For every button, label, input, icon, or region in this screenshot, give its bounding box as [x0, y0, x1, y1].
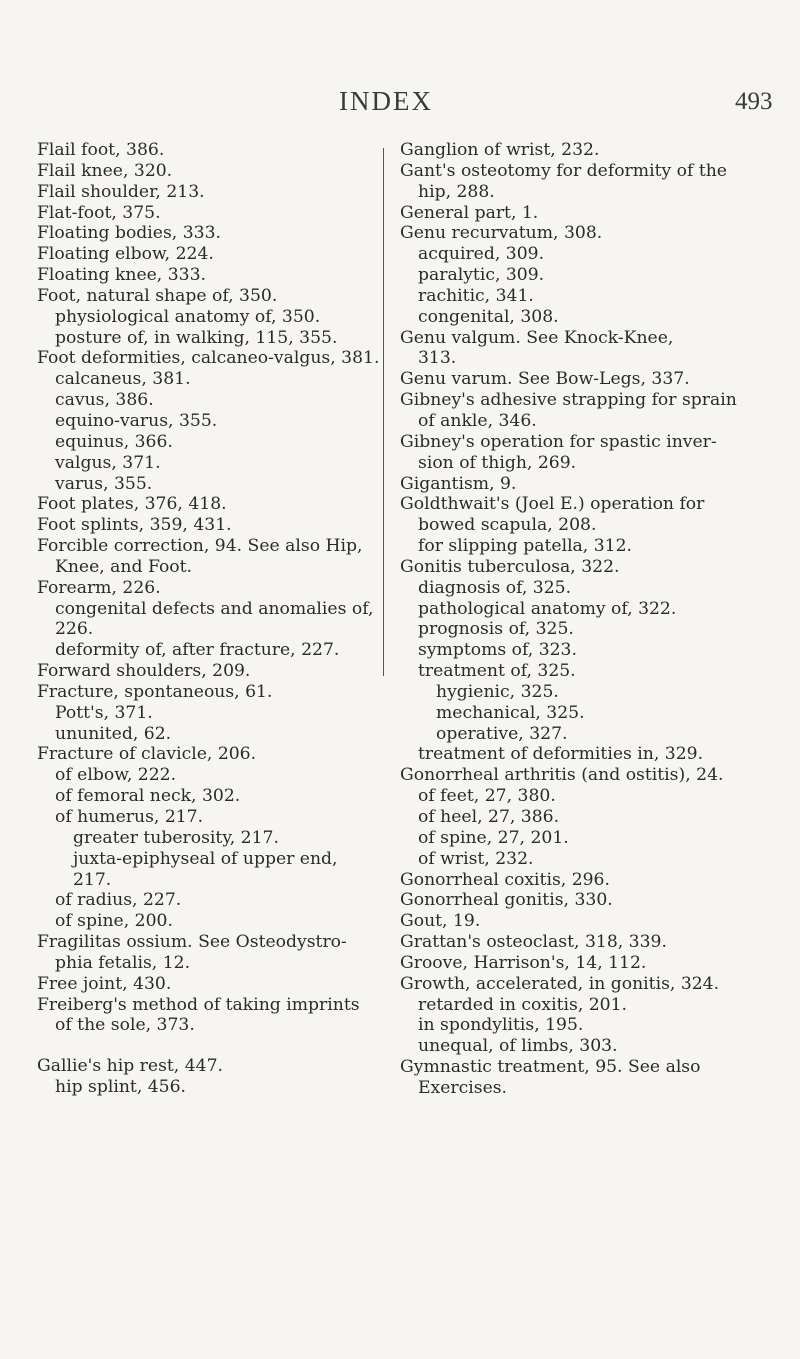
- index-subentry: physiological anatomy of, 350.: [55, 306, 321, 327]
- index-entry: Gibney's adhesive strapping for sprain: [400, 390, 737, 411]
- index-entry: Floating bodies, 333.: [37, 223, 221, 244]
- index-subentry: ununited, 62.: [55, 723, 172, 744]
- index-subentry: equino-varus, 355.: [55, 410, 218, 431]
- index-entry-continuation: of ankle, 346.: [418, 410, 537, 431]
- index-entry-continuation: Exercises.: [418, 1077, 508, 1098]
- index-entry: Foot splints, 359, 431.: [37, 515, 232, 536]
- index-entry: Flat-foot, 375.: [37, 202, 161, 223]
- index-entry: Goldthwait's (Joel E.) operation for: [400, 494, 705, 515]
- index-entry-continuation: of the sole, 373.: [55, 1015, 195, 1036]
- index-entry: Freiberg's method of taking imprints: [37, 994, 360, 1015]
- index-subentry: deformity of, after fracture, 227.: [55, 640, 340, 661]
- index-subentry: operative, 327.: [436, 723, 568, 744]
- index-entry: Foot, natural shape of, 350.: [37, 285, 278, 306]
- index-entry: Gout, 19.: [400, 911, 481, 932]
- index-subentry: retarded in coxitis, 201.: [418, 994, 628, 1015]
- index-subentry: treatment of, 325.: [418, 661, 576, 682]
- index-entry: Fragilitas ossium. See Osteodystro-: [37, 932, 347, 953]
- index-subentry: of spine, 27, 201.: [418, 827, 569, 848]
- index-subentry: treatment of deformities in, 329.: [418, 744, 704, 765]
- index-entry: Gallie's hip rest, 447.: [37, 1056, 223, 1077]
- index-entry-continuation: 226.: [55, 619, 94, 640]
- index-entry-continuation: sion of thigh, 269.: [418, 452, 577, 473]
- index-entry-continuation: phia fetalis, 12.: [55, 952, 191, 973]
- index-entry: Fracture of clavicle, 206.: [37, 744, 257, 765]
- index-entry: Flail foot, 386.: [37, 140, 165, 160]
- index-subentry: symptoms of, 323.: [418, 640, 577, 661]
- index-subentry: acquired, 309.: [418, 244, 545, 265]
- index-subentry: of radius, 227.: [55, 890, 182, 911]
- index-subentry: calcaneus, 381.: [55, 369, 191, 390]
- index-entry: Growth, accelerated, in gonitis, 324.: [400, 973, 720, 994]
- index-subentry: juxta-epiphyseal of upper end,: [73, 848, 338, 869]
- index-subentry: of humerus, 217.: [55, 807, 204, 827]
- index-subentry: paralytic, 309.: [418, 265, 545, 286]
- index-subentry: congenital defects and anomalies of,: [55, 598, 374, 619]
- index-entry: Gibney's operation for spastic inver-: [400, 431, 717, 452]
- index-subentry: of heel, 27, 386.: [418, 807, 560, 827]
- index-entry: Genu recurvatum, 308.: [400, 223, 603, 244]
- index-subentry: mechanical, 325.: [436, 702, 585, 723]
- index-entry: Gonorrheal arthritis (and ostitis), 24.: [400, 765, 724, 786]
- index-subentry: prognosis of, 325.: [418, 619, 574, 640]
- index-subentry: 217.: [73, 869, 112, 890]
- index-entry: Floating knee, 333.: [37, 265, 206, 286]
- index-entry: Fracture, spontaneous, 61.: [37, 681, 273, 702]
- index-entry: General part, 1.: [400, 202, 539, 223]
- index-subentry: varus, 355.: [55, 473, 153, 494]
- index-subentry: cavus, 386.: [55, 390, 154, 411]
- index-entry: Grattan's osteoclast, 318, 339.: [400, 932, 667, 953]
- index-entry: Foot deformities, calcaneo-valgus, 381.: [37, 348, 380, 369]
- index-subentry: of feet, 27, 380.: [418, 786, 556, 807]
- index-subentry: Pott's, 371.: [55, 702, 153, 723]
- index-entry-continuation: Knee, and Foot.: [55, 556, 193, 577]
- index-entry: Forcible correction, 94. See also Hip,: [37, 536, 363, 557]
- index-entry: Flail shoulder, 213.: [37, 181, 205, 202]
- page-number: 493: [735, 88, 773, 115]
- index-subentry: for slipping patella, 312.: [418, 536, 633, 557]
- index-entry: Forward shoulders, 209.: [37, 661, 251, 682]
- index-entry: Floating elbow, 224.: [37, 244, 214, 265]
- index-entry: Forearm, 226.: [37, 577, 161, 598]
- index-entry: Gonitis tuberculosa, 322.: [400, 556, 620, 577]
- index-entry: Genu varum. See Bow-Legs, 337.: [400, 369, 690, 390]
- index-entry: Gant's osteotomy for deformity of the: [400, 160, 727, 181]
- index-subentry: of wrist, 232.: [418, 848, 534, 869]
- index-subentry: of elbow, 222.: [55, 765, 177, 786]
- index-entry: Gonorrheal coxitis, 296.: [400, 869, 610, 890]
- index-entry-continuation: 313.: [418, 348, 457, 369]
- index-subentry: congenital, 308.: [418, 306, 559, 327]
- left-index-column: [37, 140, 380, 1098]
- index-subentry: in spondylitis, 195.: [418, 1015, 584, 1036]
- page-title: INDEX: [339, 86, 433, 116]
- right-index-column: [400, 140, 772, 1099]
- index-entry-continuation: hip, 288.: [418, 181, 495, 202]
- index-subentry: rachitic, 341.: [418, 285, 534, 306]
- index-entry: Ganglion of wrist, 232.: [400, 140, 600, 160]
- index-subentry: valgus, 371.: [55, 452, 161, 473]
- index-entry: Flail knee, 320.: [37, 160, 173, 181]
- page-header: [0, 86, 800, 126]
- index-entry: Foot plates, 376, 418.: [37, 494, 227, 515]
- index-subentry: hip splint, 456.: [55, 1077, 187, 1098]
- index-subentry: equinus, 366.: [55, 431, 173, 452]
- index-entry: Groove, Harrison's, 14, 112.: [400, 952, 647, 973]
- index-gap: [37, 1036, 372, 1056]
- index-subentry: of spine, 200.: [55, 911, 173, 932]
- index-entry: Genu valgum. See Knock-Knee,: [400, 327, 674, 348]
- index-subentry: diagnosis of, 325.: [418, 577, 572, 598]
- index-entry: Gonorrheal gonitis, 330.: [400, 890, 613, 911]
- index-subentry: pathological anatomy of, 322.: [418, 598, 677, 619]
- index-entry: Gymnastic treatment, 95. See also: [400, 1057, 701, 1078]
- index-subentry: posture of, in walking, 115, 355.: [55, 327, 338, 348]
- index-subentry: greater tuberosity, 217.: [73, 827, 279, 848]
- index-subentry: hygienic, 325.: [436, 681, 559, 702]
- index-subentry: of femoral neck, 302.: [55, 786, 241, 807]
- index-entry: Free joint, 430.: [37, 973, 172, 994]
- column-divider: [383, 148, 384, 676]
- index-subentry: unequal, of limbs, 303.: [418, 1036, 618, 1057]
- index-entry: Gigantism, 9.: [400, 473, 517, 494]
- index-entry-continuation: bowed scapula, 208.: [418, 515, 597, 536]
